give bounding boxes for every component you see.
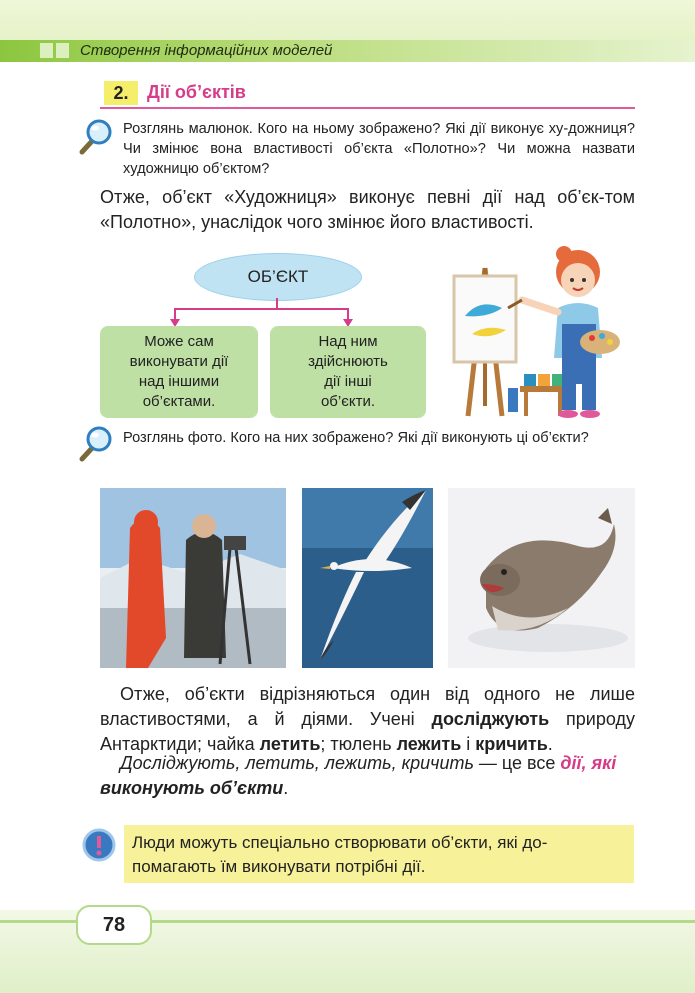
diagram-right-box	[270, 326, 426, 418]
page-number: 78	[76, 905, 152, 945]
section-title: Дії об’єктів	[147, 82, 246, 102]
diagram-left-box	[100, 326, 258, 418]
highlight-actions: дії, які	[560, 753, 617, 773]
artist-illustration	[440, 238, 630, 420]
diagram-right-text: Над ним здійснюють дії інші об’єкти.	[308, 333, 388, 410]
keyword-screams: кричить	[475, 734, 548, 754]
paragraph-2-text: ; тюлень	[320, 734, 397, 754]
note-box	[124, 825, 634, 883]
highlight-objects-perform: виконують об’єкти	[100, 778, 284, 798]
paragraph-3-text: .	[283, 778, 289, 798]
question-1: Розглянь малюнок. Кого на ньому зображено? Які дії виконує ху-дожниця? Чи змінює вона властивості об’єкта «Полотно»? Чи можна назвати художницю об’єктом?	[123, 121, 635, 177]
header-decor	[40, 43, 69, 58]
photo-seal	[448, 488, 635, 668]
paragraph-2	[100, 682, 635, 757]
paragraph-3	[100, 751, 635, 801]
section-number: 2.	[104, 81, 138, 105]
diagram-left-text: Може сам виконувати дії над іншими об’єктами.	[129, 333, 229, 410]
exclamation-icon	[82, 828, 116, 862]
paragraph-2-text: Отже, об’єкти відрізняються один від одного не лише властивостями, а й діями. Учені	[100, 684, 635, 729]
photo-researchers	[100, 488, 286, 668]
photo-seagull	[302, 488, 433, 668]
note-text: Люди можуть спеціально створювати об’єкти, які до-помагають їм виконувати потрібні дії.	[132, 833, 548, 876]
magnifier-icon	[78, 425, 114, 463]
keyword-flies: летить	[259, 734, 321, 754]
diagram-connectors	[170, 298, 360, 328]
paragraph-1: Отже, об’єкт «Художниця» виконує певні дії над об’єк-том «Полотно», унаслідок чого змінює його властивості.	[100, 187, 635, 232]
paragraph-2-text: природу Антарктиди; чайка	[100, 709, 635, 754]
paragraph-2-text: .	[547, 734, 553, 754]
action-list: Досліджують, летить, лежить, кричить	[120, 753, 474, 773]
keyword-lies: лежить	[396, 734, 462, 754]
paragraph-3-text: — це все	[473, 753, 561, 773]
magnifier-icon	[78, 118, 114, 156]
question-2: Розглянь фото. Кого на них зображено? Які дії виконують ці об’єкти?	[123, 430, 589, 446]
paragraph-2-text: і	[461, 734, 476, 754]
keyword-investigate: досліджують	[431, 709, 550, 729]
chapter-title: Створення інформаційних моделей	[80, 42, 333, 59]
diagram-root-object: ОБ’ЄКТ	[194, 253, 362, 301]
section-underline	[100, 107, 635, 109]
